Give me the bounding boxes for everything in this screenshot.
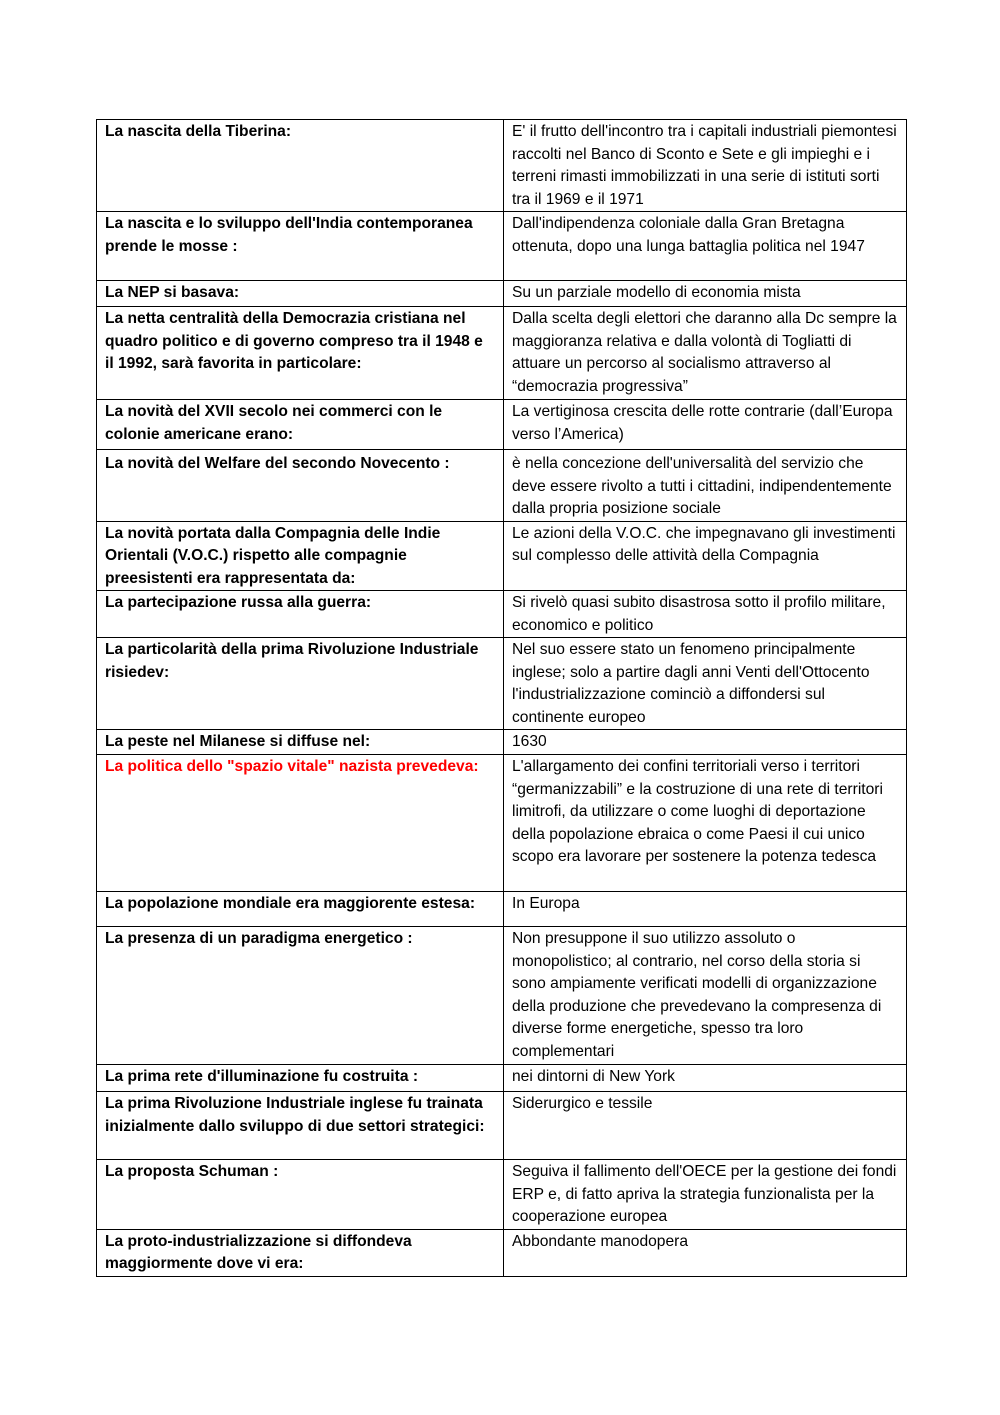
question-cell: La proto-industrializzazione si diffondeva maggiormente dove vi era: (97, 1229, 504, 1276)
answer-cell: Dall'indipendenza coloniale dalla Gran Bretagna ottenuta, dopo una lunga battaglia politica nel 1947 (504, 212, 907, 281)
table-row (97, 450, 907, 522)
answer-cell: Siderurgico e tessile (504, 1092, 907, 1160)
table-row (97, 307, 907, 400)
question-cell: La NEP si basava: (97, 281, 504, 307)
question-cell: La popolazione mondiale era maggiorente estesa: (97, 892, 504, 927)
answer-cell: Dalla scelta degli elettori che daranno alla Dc sempre la maggioranza relativa e dalla volontà di Togliatti di attuare un percorso al socialismo attraverso al “democrazia progressiva” (504, 307, 907, 400)
question-cell: La proposta Schuman : (97, 1160, 504, 1230)
question-cell: La novità portata dalla Compagnia delle Indie Orientali (V.O.C.) rispetto alle compagnie preesistenti era rappresentata da: (97, 521, 504, 591)
table-row (97, 212, 907, 281)
question-cell: La nascita della Tiberina: (97, 120, 504, 212)
table-row (97, 281, 907, 307)
answer-cell: Nel suo essere stato un fenomeno principalmente inglese; solo a partire dagli anni Venti dell'Ottocento l'industrializzazione cominciò a diffondersi sul continente europeo (504, 638, 907, 730)
table-row (97, 1065, 907, 1092)
question-cell: La nascita e lo sviluppo dell'India contemporanea prende le mosse : (97, 212, 504, 281)
answer-cell: E' il frutto dell'incontro tra i capitali industriali piemontesi raccolti nel Banco di Sconto e Sete e gli impieghi e i terreni rimasti immobilizzati in una serie di istituti sorti tra il 1969 e il 1971 (504, 120, 907, 212)
answer-cell: Si rivelò quasi subito disastrosa sotto il profilo militare, economico e politico (504, 591, 907, 638)
question-cell: La prima rete d'illuminazione fu costruita : (97, 1065, 504, 1092)
question-cell: La prima Rivoluzione Industriale inglese fu trainata inizialmente dallo sviluppo di due settori strategici: (97, 1092, 504, 1160)
table-row (97, 120, 907, 212)
question-cell: La netta centralità della Democrazia cristiana nel quadro politico e di governo compreso tra il 1948 e il 1992, sarà favorita in particolare: (97, 307, 504, 400)
answer-cell: Abbondante manodopera (504, 1229, 907, 1276)
table-row (97, 730, 907, 755)
answer-cell: Su un parziale modello di economia mista (504, 281, 907, 307)
table-row (97, 638, 907, 730)
question-cell: La peste nel Milanese si diffuse nel: (97, 730, 504, 755)
question-cell: La novità del Welfare del secondo Novecento : (97, 450, 504, 522)
table-row (97, 892, 907, 927)
question-cell: La presenza di un paradigma energetico : (97, 927, 504, 1065)
qa-table (96, 119, 907, 1277)
answer-cell: La vertiginosa crescita delle rotte contrarie (dall’Europa verso l’America) (504, 400, 907, 450)
answer-cell: Non presuppone il suo utilizzo assoluto o monopolistico; al contrario, nel corso della storia si sono ampiamente verificati modelli di organizzazione della produzione che prevedevano la compresenza di diverse forme energetiche, spesso tra loro complementari (504, 927, 907, 1065)
table-row (97, 400, 907, 450)
question-cell: La particolarità della prima Rivoluzione Industriale risiedev: (97, 638, 504, 730)
answer-cell: L'allargamento dei confini territoriali verso i territori “germanizzabili” e la costruzione di una rete di territori limitrofi, da utilizzare o come luoghi di deportazione della popolazione ebraica o come Paesi il cui unico scopo era lavorare per sostenere la potenza tedesca (504, 755, 907, 892)
table-row (97, 521, 907, 591)
table-row (97, 927, 907, 1065)
table-row (97, 591, 907, 638)
answer-cell: In Europa (504, 892, 907, 927)
table-row (97, 755, 907, 892)
question-cell: La novità del XVII secolo nei commerci con le colonie americane erano: (97, 400, 504, 450)
question-cell: La partecipazione russa alla guerra: (97, 591, 504, 638)
table-row (97, 1160, 907, 1230)
answer-cell: 1630 (504, 730, 907, 755)
answer-cell: Le azioni della V.O.C. che impegnavano gli investimenti sul complesso delle attività della Compagnia (504, 521, 907, 591)
document-page (96, 119, 906, 1277)
highlighted-question-cell: La politica dello "spazio vitale" nazista prevedeva: (97, 755, 504, 892)
answer-cell: nei dintorni di New York (504, 1065, 907, 1092)
answer-cell: Seguiva il fallimento dell'OECE per la gestione dei fondi ERP e, di fatto apriva la strategia funzionalista per la cooperazione europea (504, 1160, 907, 1230)
answer-cell: è nella concezione dell'universalità del servizio che deve essere rivolto a tutti i cittadini, indipendentemente dalla propria posizione sociale (504, 450, 907, 522)
table-row (97, 1229, 907, 1276)
table-row (97, 1092, 907, 1160)
